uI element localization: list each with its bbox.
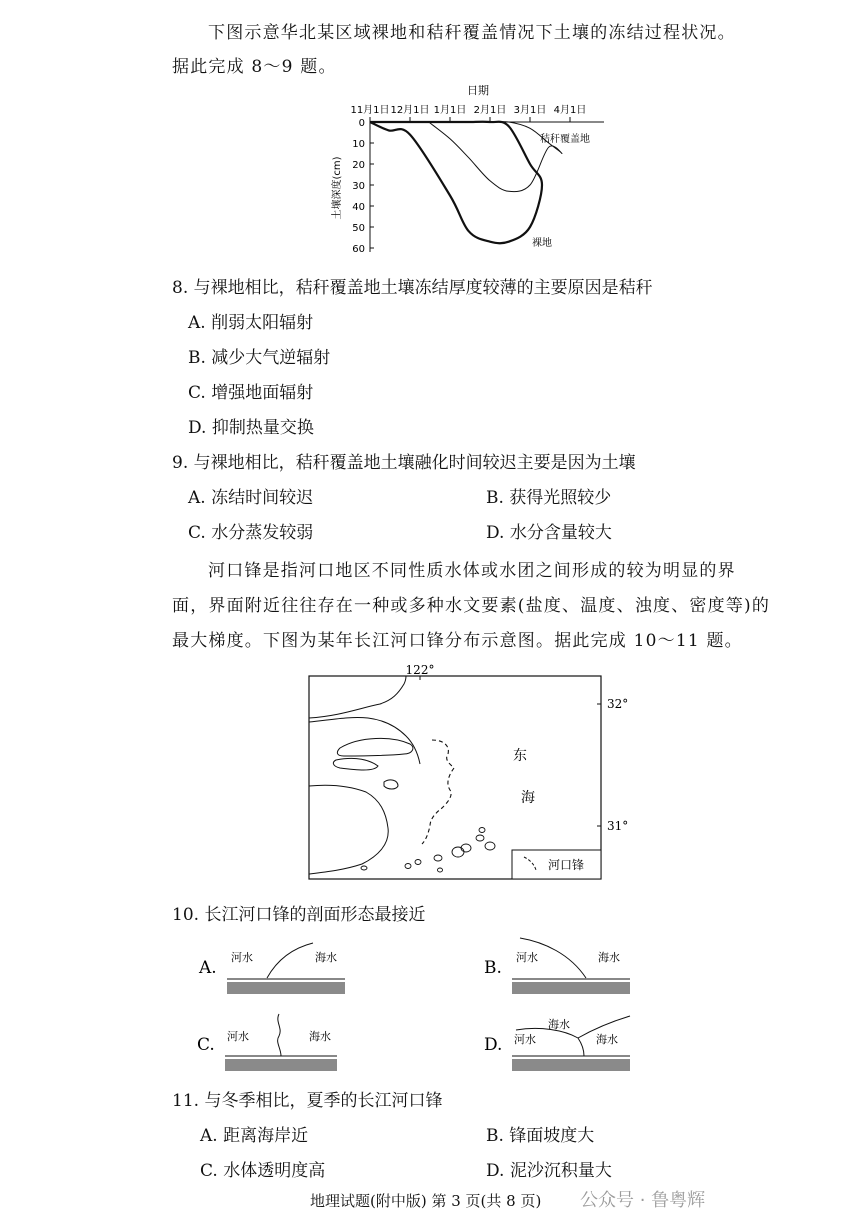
question-8-option-a[interactable]: A. 削弱太阳辐射: [188, 313, 314, 333]
option-letter: B.: [484, 958, 502, 978]
question-8-option-d[interactable]: D. 抑制热量交换: [188, 418, 314, 438]
river-water-label: 河水: [514, 1033, 536, 1046]
question-10-option-c[interactable]: [195, 1008, 355, 1078]
estuary-intro-line2: 面，界面附近往往存在一种或多种水文要素(盐度、温度、浊度、密度等)的: [172, 596, 771, 616]
question-11-stem: 11. 与冬季相比，夏季的长江河口锋: [172, 1091, 443, 1111]
river-water-label: 河水: [231, 951, 253, 964]
estuary-intro-line1: 河口锋是指河口地区不同性质水体或水团之间形成的较为明显的界: [208, 561, 736, 581]
option-letter: A.: [199, 958, 217, 978]
label-covered-soil: 秸秆覆盖地: [540, 134, 590, 145]
y-tick-label: 10: [352, 139, 365, 150]
label-bare-soil: 裸地: [532, 238, 552, 249]
y-tick-label: 50: [352, 223, 365, 234]
north-bank: [309, 717, 420, 764]
question-8-option-b[interactable]: B. 减少大气逆辐射: [188, 348, 331, 368]
map-latitude-31-label: 31°: [607, 819, 629, 833]
soil-freezing-chart: [320, 80, 620, 260]
question-11-option-c[interactable]: C. 水体透明度高: [200, 1161, 326, 1181]
map-latitude-32-label: 32°: [607, 697, 629, 711]
watermark: 公众号 · 鲁粤辉: [580, 1190, 706, 1211]
chart-xlabel: 日期: [467, 84, 489, 97]
question-9-option-c[interactable]: C. 水分蒸发较弱: [188, 523, 314, 543]
sea-water-label: 海水: [598, 951, 620, 964]
question-10-option-a[interactable]: [195, 930, 355, 1000]
intro-text-line1: 下图示意华北某区域裸地和秸秆覆盖情况下土壤的冻结过程状况。: [208, 23, 736, 43]
sea-water-label-top: 海水: [548, 1018, 570, 1031]
y-tick-label: 0: [358, 118, 365, 129]
sea-label-char2: 海: [521, 790, 535, 806]
x-tick-label: 4月1日: [553, 105, 587, 116]
x-tick-label: 3月1日: [513, 105, 547, 116]
question-9-option-b[interactable]: B. 获得光照较少: [486, 488, 612, 508]
option-letter: D.: [484, 1035, 503, 1055]
chongming-island: [337, 738, 413, 756]
chart-ylabel: 土壤深度(cm): [332, 156, 343, 220]
x-tick-label: 11月1日: [350, 105, 390, 116]
y-tick-label: 30: [352, 181, 365, 192]
sea-water-label: 海水: [315, 951, 337, 964]
question-9-option-a[interactable]: A. 冻结时间较迟: [188, 488, 314, 508]
bare-soil-frozen-outline: [370, 122, 542, 244]
question-10-option-b[interactable]: [480, 930, 640, 1000]
seabed-bar: [512, 982, 630, 994]
yangtze-estuary-map: [300, 656, 640, 886]
question-11-option-b[interactable]: B. 锋面坡度大: [486, 1126, 595, 1146]
y-tick-label: 60: [352, 244, 365, 255]
intro-text-line2: 据此完成 8～9 题。: [172, 57, 337, 77]
x-tick-label: 1月1日: [433, 105, 467, 116]
question-11-option-d[interactable]: D. 泥沙沉积量大: [486, 1161, 612, 1181]
question-11-option-a[interactable]: A. 距离海岸近: [200, 1126, 309, 1146]
question-8-option-c[interactable]: C. 增强地面辐射: [188, 383, 314, 403]
south-bank-coastline: [309, 785, 388, 874]
river-water-label: 河水: [227, 1030, 249, 1043]
north-coastline: [309, 676, 406, 718]
question-8-stem: 8. 与裸地相比，秸秆覆盖地土壤冻结厚度较薄的主要原因是秸秆: [172, 278, 653, 298]
question-9-option-d[interactable]: D. 水分含量较大: [486, 523, 612, 543]
front-curve: [278, 1014, 281, 1056]
x-tick-label: 2月1日: [473, 105, 507, 116]
seabed-bar: [227, 982, 345, 994]
front-curve: [267, 943, 313, 978]
y-tick-label: 40: [352, 202, 365, 213]
question-10-option-d[interactable]: [480, 1008, 640, 1078]
seabed-bar: [225, 1059, 337, 1071]
page-footer: 地理试题(附中版) 第 3 页(共 8 页): [310, 1192, 542, 1210]
seabed-bar: [512, 1059, 630, 1071]
question-9-stem: 9. 与裸地相比，秸秆覆盖地土壤融化时间较迟主要是因为土壤: [172, 453, 636, 473]
estuary-intro-line3: 最大梯度。下图为某年长江河口锋分布示意图。据此完成 10～11 题。: [172, 631, 743, 651]
river-water-label: 河水: [516, 951, 538, 964]
changxing-island: [333, 758, 378, 770]
map-legend-label: 河口锋: [548, 858, 585, 872]
estuary-front-line: [422, 740, 454, 844]
sea-water-label: 海水: [309, 1030, 331, 1043]
map-frame: [309, 676, 601, 879]
y-tick-label: 20: [352, 160, 365, 171]
sea-label-char1: 东: [513, 748, 527, 764]
sea-water-label-right: 海水: [596, 1033, 618, 1046]
question-10-stem: 10. 长江河口锋的剖面形态最接近: [172, 905, 426, 925]
map-longitude-label: 122°: [405, 663, 435, 677]
option-letter: C.: [197, 1035, 215, 1055]
jiuduansha-shoal: [384, 780, 398, 789]
x-tick-label: 12月1日: [390, 105, 430, 116]
